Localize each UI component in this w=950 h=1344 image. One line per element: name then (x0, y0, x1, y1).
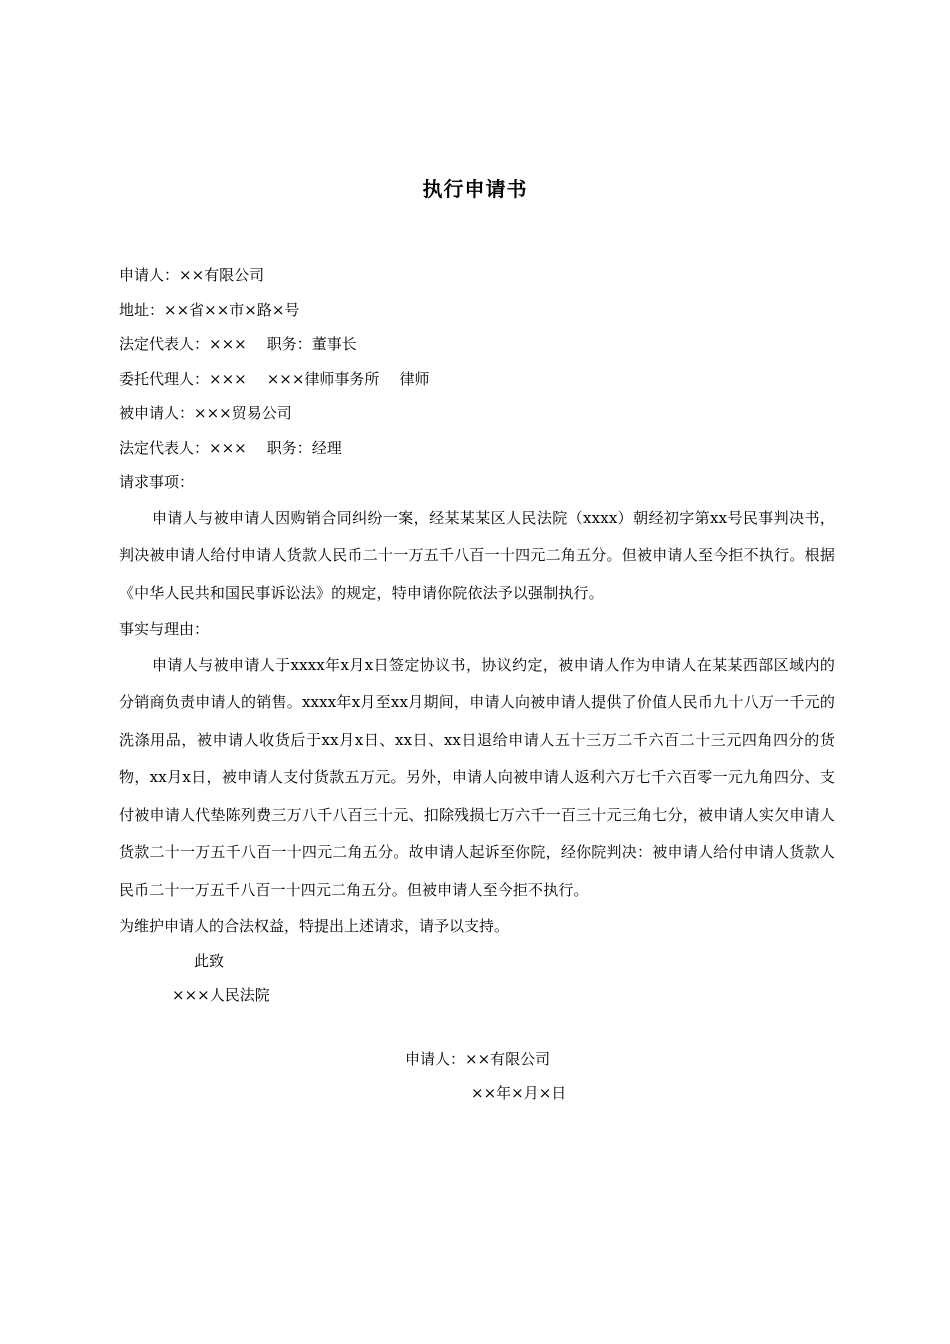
closing-line: 为维护申请人的合法权益，特提出上述请求，请予以支持。 (119, 917, 510, 935)
applicant-line: 申请人：××有限公司 (119, 266, 265, 284)
agent-line (119, 362, 835, 397)
respondent-line: 被申请人：×××贸易公司 (119, 404, 292, 422)
agent-name: 委托代理人：××× (119, 369, 247, 388)
facts-paragraph: 申请人与被申请人于xxxx年x月x日签定协议书，协议约定，被申请人作为申请人在某某西部区域内的分销商负责申请人的销售。xxxx年x月至xx月期间，申请人向被申请人提供了价值人民币九十八万一千元的洗涤用品，被申请人收货后于xx月x日、xx日、xx日退给申请人五十三万二千六百二十三元四角四分的货物，xx月x日，被申请人支付货款五万元。另外，申请人向被申请人返利六万七千六百零一元九角四分、支付被申请人代垫陈列费三万八千八百三十元、扣除残损七万六千一百三十元三角七分，被申请人实欠申请人货款二十一万五千八百一十四元二角五分。故申请人起诉至你院，经你院判决：被申请人给付申请人货款人民币二十一万五千八百一十四元二角五分。但被申请人至今拒不执行。 (119, 655, 835, 899)
signature-block (405, 1042, 566, 1110)
agent-title: 律师 (399, 369, 430, 388)
legal-rep-position-1: 职务：董事长 (266, 335, 357, 353)
agent-firm: ×××律师事务所 (266, 369, 380, 388)
legal-rep-name-1: 法定代表人：××× (119, 335, 247, 353)
document-title: 执行申请书 (422, 177, 528, 201)
address-line: 地址：××省××市×路×号 (119, 300, 300, 319)
request-paragraph: 申请人与被申请人因购销合同纠纷一案，经某某某区人民法院（xxxx）朝经初字第xx号民事判决书，判决被申请人给付申请人货款人民币二十一万五千八百一十四元二角五分。但被申请人至今拒不执行。根据《中华人民共和国民事诉讼法》的规定，特申请你院依法予以强制执行。 (119, 508, 835, 602)
salutation: 此致 (194, 951, 225, 970)
date-line: ××年×月×日 (471, 1084, 567, 1102)
legal-rep-position-2: 职务：经理 (266, 438, 342, 457)
court-name: ×××人民法院 (172, 986, 270, 1004)
document-body (119, 258, 835, 1013)
signature-line: 申请人：××有限公司 (405, 1050, 551, 1068)
facts-heading: 事实与理由： (119, 620, 210, 638)
legal-rep-name-2: 法定代表人：××× (119, 438, 247, 457)
legal-rep-line-2 (119, 431, 835, 466)
request-heading: 请求事项： (119, 473, 195, 491)
legal-rep-line-1 (119, 327, 835, 362)
